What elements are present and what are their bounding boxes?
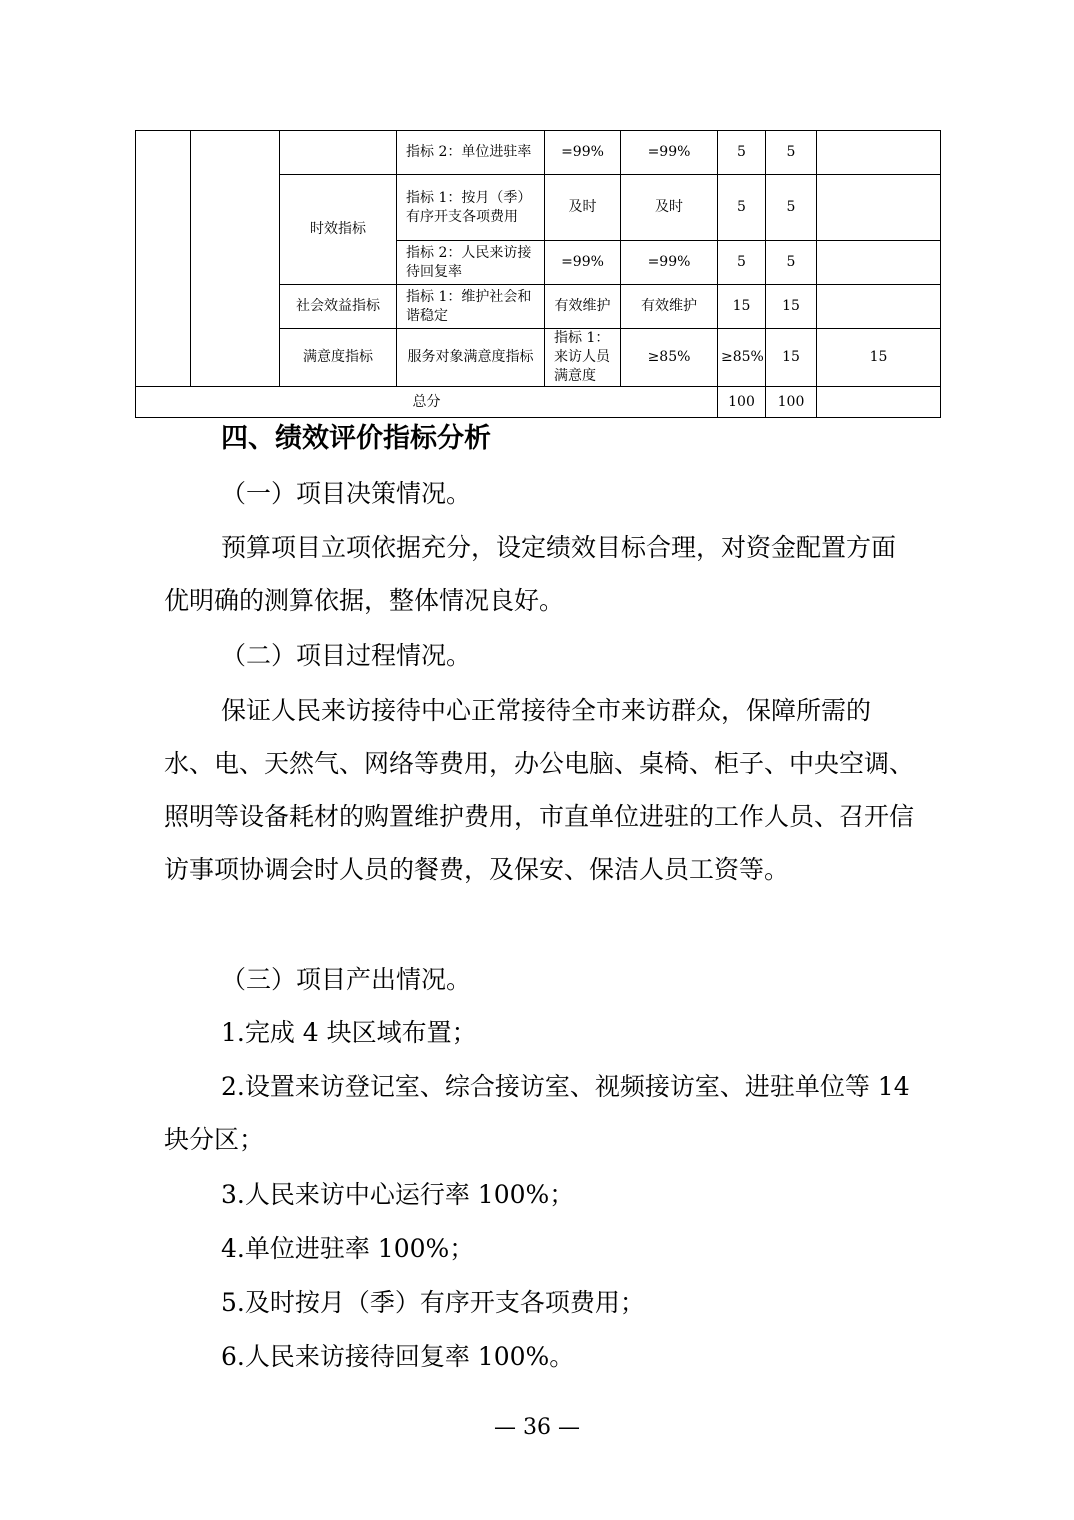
total-score: 100 [766,387,817,418]
note-cell [817,175,941,241]
indicator-name: 指标 1：按月（季）有序开支各项费用 [397,175,545,241]
primary-indicator-cell [191,131,280,387]
score-value: 15 [817,329,941,387]
indicator-name: 指标 1：维护社会和谐稳定 [397,285,545,329]
section-heading: 四、绩效评价指标分析 [221,423,491,454]
score-value: 5 [766,175,817,241]
actual-value: ≥85% [718,329,766,387]
list-item: 5.及时按月（季）有序开支各项费用； [221,1288,645,1317]
primary-indicator-cell: 满意度指标 [280,329,397,387]
indicator-name: 指标 2：单位进驻率 [397,131,545,175]
secondary-indicator-cell [280,131,397,175]
list-item: 2.设置来访登记室、综合接访室、视频接访室、进驻单位等 14 块分区； [164,1072,910,1154]
actual-value: =99% [621,241,718,285]
secondary-indicator-cell: 服务对象满意度指标 [397,329,545,387]
subsection-heading: （二）项目过程情况。 [221,641,472,670]
target-value: 有效维护 [545,285,621,329]
table-row [136,131,941,175]
indicator-name: 指标 2：人民来访接待回复率 [397,241,545,285]
score-value: 5 [766,241,817,285]
note-cell [817,131,941,175]
actual-value: 及时 [621,175,718,241]
weight-value: 5 [718,175,766,241]
note-cell [817,387,941,418]
paragraph: 保证人民来访接待中心正常接待全市来访群众，保障所需的水、电、天然气、网络等费用，办公电脑、桌椅、柜子、中央空调、照明等设备耗材的购置维护费用，市直单位进驻的工作人员、召开信访事项协调会时人员的餐费，及保安、保洁人员工资等。 [164,696,915,884]
actual-value: 有效维护 [621,285,718,329]
subsection-heading: （一）项目决策情况。 [221,479,472,508]
performance-indicator-table [135,130,941,418]
score-value: 15 [766,285,817,329]
subsection-heading: （三）项目产出情况。 [221,965,472,994]
score-value: 5 [766,131,817,175]
total-weight: 100 [718,387,766,418]
weight-value: 15 [718,285,766,329]
paragraph: 预算项目立项依据充分，设定绩效目标合理，对资金配置方面优明确的测算依据，整体情况良好。 [164,533,897,615]
note-cell [817,241,941,285]
target-value: 及时 [545,175,621,241]
weight-value: 5 [718,131,766,175]
weight-value: 15 [766,329,817,387]
target-value: =99% [545,131,621,175]
list-item: 4.单位进驻率 100%； [221,1234,475,1263]
actual-value: =99% [621,131,718,175]
target-value: ≥85% [621,329,718,387]
total-label: 总分 [136,387,718,418]
list-item: 6.人民来访接待回复率 100%。 [221,1342,575,1371]
secondary-indicator-cell: 时效指标 [280,175,397,285]
indicator-name: 指标 1：来访人员满意度 [545,329,621,387]
page-number: — 36 — [494,1415,580,1440]
target-value: =99% [545,241,621,285]
note-cell [817,285,941,329]
primary-category-cell [136,131,191,387]
list-item: 3.人民来访中心运行率 100%； [221,1180,575,1209]
weight-value: 5 [718,241,766,285]
list-item: 1.完成 4 块区域布置； [221,1018,477,1047]
secondary-indicator-cell: 社会效益指标 [280,285,397,329]
